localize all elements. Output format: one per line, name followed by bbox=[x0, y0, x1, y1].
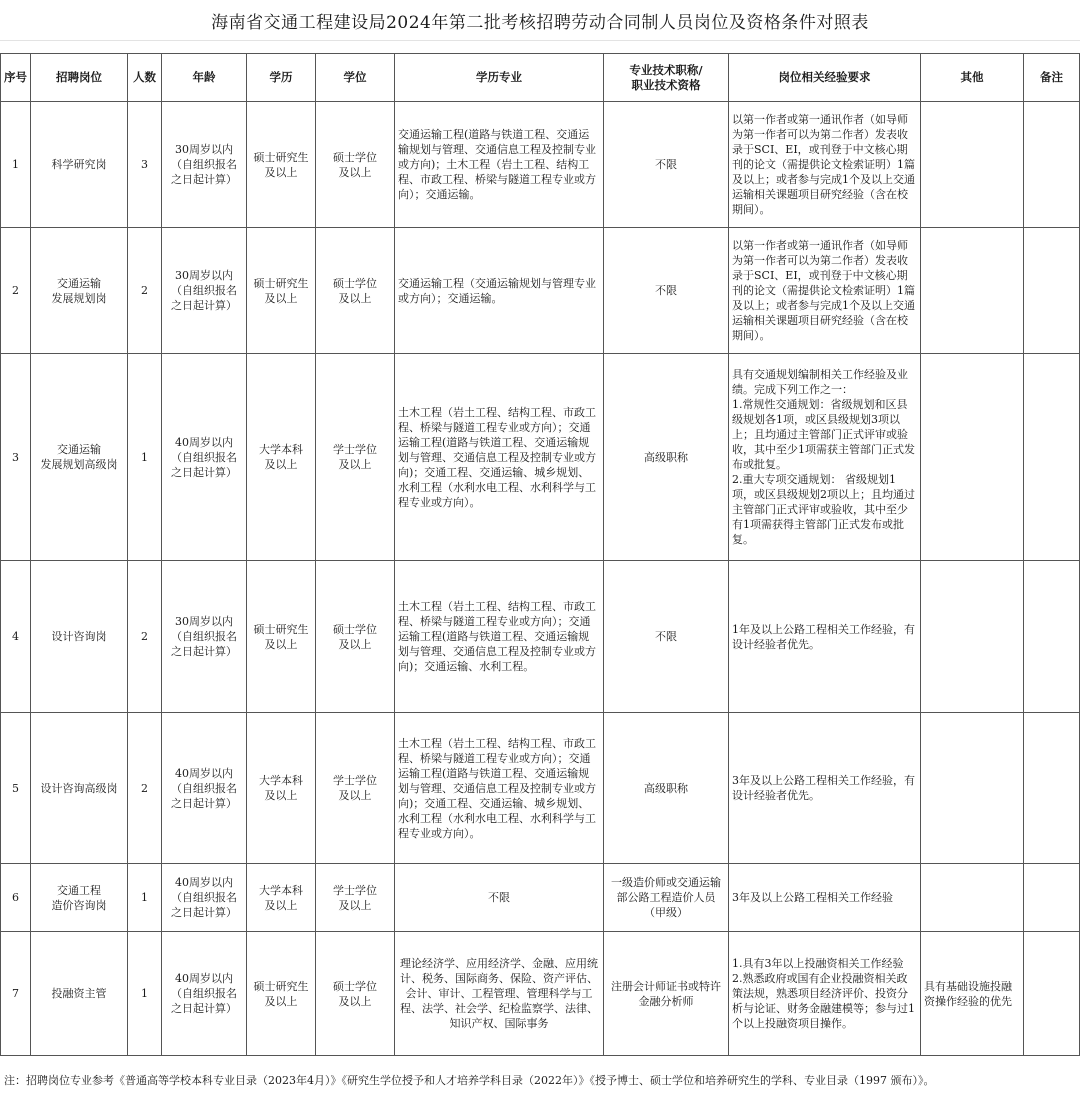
cell-seq: 3 bbox=[1, 354, 31, 561]
cell-seq: 2 bbox=[1, 228, 31, 354]
cell-remark bbox=[1024, 932, 1080, 1056]
cell-education: 硕士研究生 及以上 bbox=[247, 561, 316, 713]
cell-remark bbox=[1024, 354, 1080, 561]
footnote: 注：招聘岗位专业参考《普通高等学校本科专业目录（2023年4月）》《研究生学位授予和人才培养学科目录（2022年）》《授予博士、硕士学位和培养研究生的学科、专业目录（1997 颁布）》。 bbox=[4, 1074, 935, 1087]
cell-seq: 6 bbox=[1, 864, 31, 932]
cell-qualification: 不限 bbox=[604, 228, 729, 354]
header-other: 其他 bbox=[921, 54, 1024, 102]
cell-age: 30周岁以内 （自组织报名 之日起计算） bbox=[162, 561, 247, 713]
cell-position: 交通运输 发展规划高级岗 bbox=[31, 354, 128, 561]
cell-remark bbox=[1024, 713, 1080, 864]
cell-count: 3 bbox=[128, 102, 162, 228]
table-row bbox=[1, 228, 1080, 354]
cell-position: 交通工程 造价咨询岗 bbox=[31, 864, 128, 932]
cell-count: 2 bbox=[128, 713, 162, 864]
cell-position: 设计咨询高级岗 bbox=[31, 713, 128, 864]
cell-experience: 1年及以上公路工程相关工作经验，有设计经验者优先。 bbox=[729, 561, 921, 713]
table-row bbox=[1, 354, 1080, 561]
table-row bbox=[1, 713, 1080, 864]
cell-experience: 以第一作者或第一通讯作者（如导师为第一作者可以为第二作者）发表收录于SCI、EI，或刊登于中文核心期刊的论文（需提供论文检索证明）1篇及以上；或者参与完成1个及以上交通运输相关课题项目研究经验（含在校期间）。 bbox=[729, 102, 921, 228]
header-count: 人数 bbox=[128, 54, 162, 102]
cell-education: 硕士研究生 及以上 bbox=[247, 102, 316, 228]
header-seq: 序号 bbox=[1, 54, 31, 102]
cell-age: 30周岁以内 （自组织报名 之日起计算） bbox=[162, 102, 247, 228]
cell-degree: 学士学位 及以上 bbox=[316, 354, 395, 561]
header-experience: 岗位相关经验要求 bbox=[729, 54, 921, 102]
cell-education: 大学本科 及以上 bbox=[247, 354, 316, 561]
cell-seq: 4 bbox=[1, 561, 31, 713]
cell-count: 1 bbox=[128, 354, 162, 561]
cell-degree: 硕士学位 及以上 bbox=[316, 228, 395, 354]
cell-age: 40周岁以内 （自组织报名 之日起计算） bbox=[162, 932, 247, 1056]
cell-major: 土木工程（岩土工程、结构工程、市政工程、桥梁与隧道工程专业或方向）；交通运输工程(道路与铁道工程、交通运输规划与管理、交通信息工程及控制专业或方向)；交通工程、交通运输、城乡规划、水利工程（水利水电工程、水利科学与工程专业或方向）。 bbox=[395, 713, 604, 864]
cell-remark bbox=[1024, 561, 1080, 713]
table-row bbox=[1, 864, 1080, 932]
cell-remark bbox=[1024, 864, 1080, 932]
cell-age: 40周岁以内 （自组织报名 之日起计算） bbox=[162, 864, 247, 932]
cell-degree: 硕士学位 及以上 bbox=[316, 561, 395, 713]
header-qualification: 专业技术职称/ 职业技术资格 bbox=[604, 54, 729, 102]
cell-age: 40周岁以内 （自组织报名 之日起计算） bbox=[162, 354, 247, 561]
table-header-row bbox=[1, 54, 1080, 102]
cell-experience: 具有交通规划编制相关工作经验及业绩。完成下列工作之一： 1.常规性交通规划：省级规划和区县级规划各1项，或区县级规划3项以上；且均通过主管部门正式评审或验收，其中至少1项需获主管部门正式发布或批复。 2.重大专项交通规划： 省级规划1项，或区县级规划2项以上；且均通过主管部门正式评审或验收，其中至少有1项需获得主管部门正式发布或批复。 bbox=[729, 354, 921, 561]
cell-qualification: 高级职称 bbox=[604, 354, 729, 561]
table-row bbox=[1, 932, 1080, 1056]
cell-degree: 硕士学位 及以上 bbox=[316, 102, 395, 228]
cell-education: 硕士研究生 及以上 bbox=[247, 228, 316, 354]
positions-table bbox=[0, 53, 1080, 1056]
cell-degree: 硕士学位 及以上 bbox=[316, 932, 395, 1056]
cell-count: 1 bbox=[128, 932, 162, 1056]
cell-qualification: 不限 bbox=[604, 561, 729, 713]
cell-position: 科学研究岗 bbox=[31, 102, 128, 228]
cell-experience: 1.具有3年以上投融资相关工作经验 2.熟悉政府或国有企业投融资相关政策法规，熟悉项目经济评价、投资分析与论证、财务金融建模等；参与过1个以上投融资项目操作。 bbox=[729, 932, 921, 1056]
cell-other bbox=[921, 228, 1024, 354]
cell-age: 30周岁以内 （自组织报名 之日起计算） bbox=[162, 228, 247, 354]
cell-degree: 学士学位 及以上 bbox=[316, 864, 395, 932]
cell-major: 理论经济学、应用经济学、金融、应用统计、税务、国际商务、保险、资产评估、会计、审计、工程管理、管理科学与工程、法学、社会学、纪检监察学、法律、知识产权、国际事务 bbox=[395, 932, 604, 1056]
header-major: 学历专业 bbox=[395, 54, 604, 102]
header-degree: 学位 bbox=[316, 54, 395, 102]
cell-experience: 3年及以上公路工程相关工作经验，有设计经验者优先。 bbox=[729, 713, 921, 864]
cell-seq: 7 bbox=[1, 932, 31, 1056]
cell-position: 投融资主管 bbox=[31, 932, 128, 1056]
cell-other bbox=[921, 354, 1024, 561]
cell-count: 1 bbox=[128, 864, 162, 932]
cell-remark bbox=[1024, 228, 1080, 354]
page-title: 海南省交通工程建设局2024年第二批考核招聘劳动合同制人员岗位及资格条件对照表 bbox=[211, 13, 869, 33]
cell-other bbox=[921, 561, 1024, 713]
cell-experience: 以第一作者或第一通讯作者（如导师为第一作者可以为第二作者）发表收录于SCI、EI，或刊登于中文核心期刊的论文（需提供论文检索证明）1篇及以上；或者参与完成1个及以上交通运输相关课题项目研究经验（含在校期间）。 bbox=[729, 228, 921, 354]
cell-count: 2 bbox=[128, 561, 162, 713]
cell-degree: 学士学位 及以上 bbox=[316, 713, 395, 864]
cell-other bbox=[921, 864, 1024, 932]
cell-education: 硕士研究生 及以上 bbox=[247, 932, 316, 1056]
cell-seq: 5 bbox=[1, 713, 31, 864]
cell-age: 40周岁以内 （自组织报名 之日起计算） bbox=[162, 713, 247, 864]
cell-major: 不限 bbox=[395, 864, 604, 932]
table-row bbox=[1, 561, 1080, 713]
cell-major: 土木工程（岩土工程、结构工程、市政工程、桥梁与隧道工程专业或方向）；交通运输工程(道路与铁道工程、交通运输规划与管理、交通信息工程及控制专业或方向)；交通工程、交通运输、城乡规划、水利工程（水利水电工程、水利科学与工程专业或方向）。 bbox=[395, 354, 604, 561]
cell-qualification: 注册会计师证书或特许金融分析师 bbox=[604, 932, 729, 1056]
cell-position: 设计咨询岗 bbox=[31, 561, 128, 713]
cell-education: 大学本科 及以上 bbox=[247, 713, 316, 864]
cell-education: 大学本科 及以上 bbox=[247, 864, 316, 932]
cell-qualification: 高级职称 bbox=[604, 713, 729, 864]
table-row bbox=[1, 102, 1080, 228]
cell-major: 交通运输工程（交通运输规划与管理专业或方向）；交通运输。 bbox=[395, 228, 604, 354]
cell-other bbox=[921, 713, 1024, 864]
cell-other: 具有基础设施投融资操作经验的优先 bbox=[921, 932, 1024, 1056]
cell-major: 土木工程（岩土工程、结构工程、市政工程、桥梁与隧道工程专业或方向）；交通运输工程(道路与铁道工程、交通运输规划与管理、交通信息工程及控制专业或方向)；交通运输、水利工程。 bbox=[395, 561, 604, 713]
cell-qualification: 一级造价师或交通运输部公路工程造价人员（甲级） bbox=[604, 864, 729, 932]
cell-position: 交通运输 发展规划岗 bbox=[31, 228, 128, 354]
cell-experience: 3年及以上公路工程相关工作经验 bbox=[729, 864, 921, 932]
cell-qualification: 不限 bbox=[604, 102, 729, 228]
cell-seq: 1 bbox=[1, 102, 31, 228]
cell-other bbox=[921, 102, 1024, 228]
header-age: 年龄 bbox=[162, 54, 247, 102]
header-remark: 备注 bbox=[1024, 54, 1080, 102]
cell-major: 交通运输工程(道路与铁道工程、交通运输规划与管理、交通信息工程及控制专业或方向)；土木工程（岩土工程、结构工程、市政工程、桥梁与隧道工程专业或方向）；交通运输。 bbox=[395, 102, 604, 228]
cell-remark bbox=[1024, 102, 1080, 228]
cell-count: 2 bbox=[128, 228, 162, 354]
header-education: 学历 bbox=[247, 54, 316, 102]
header-position: 招聘岗位 bbox=[31, 54, 128, 102]
